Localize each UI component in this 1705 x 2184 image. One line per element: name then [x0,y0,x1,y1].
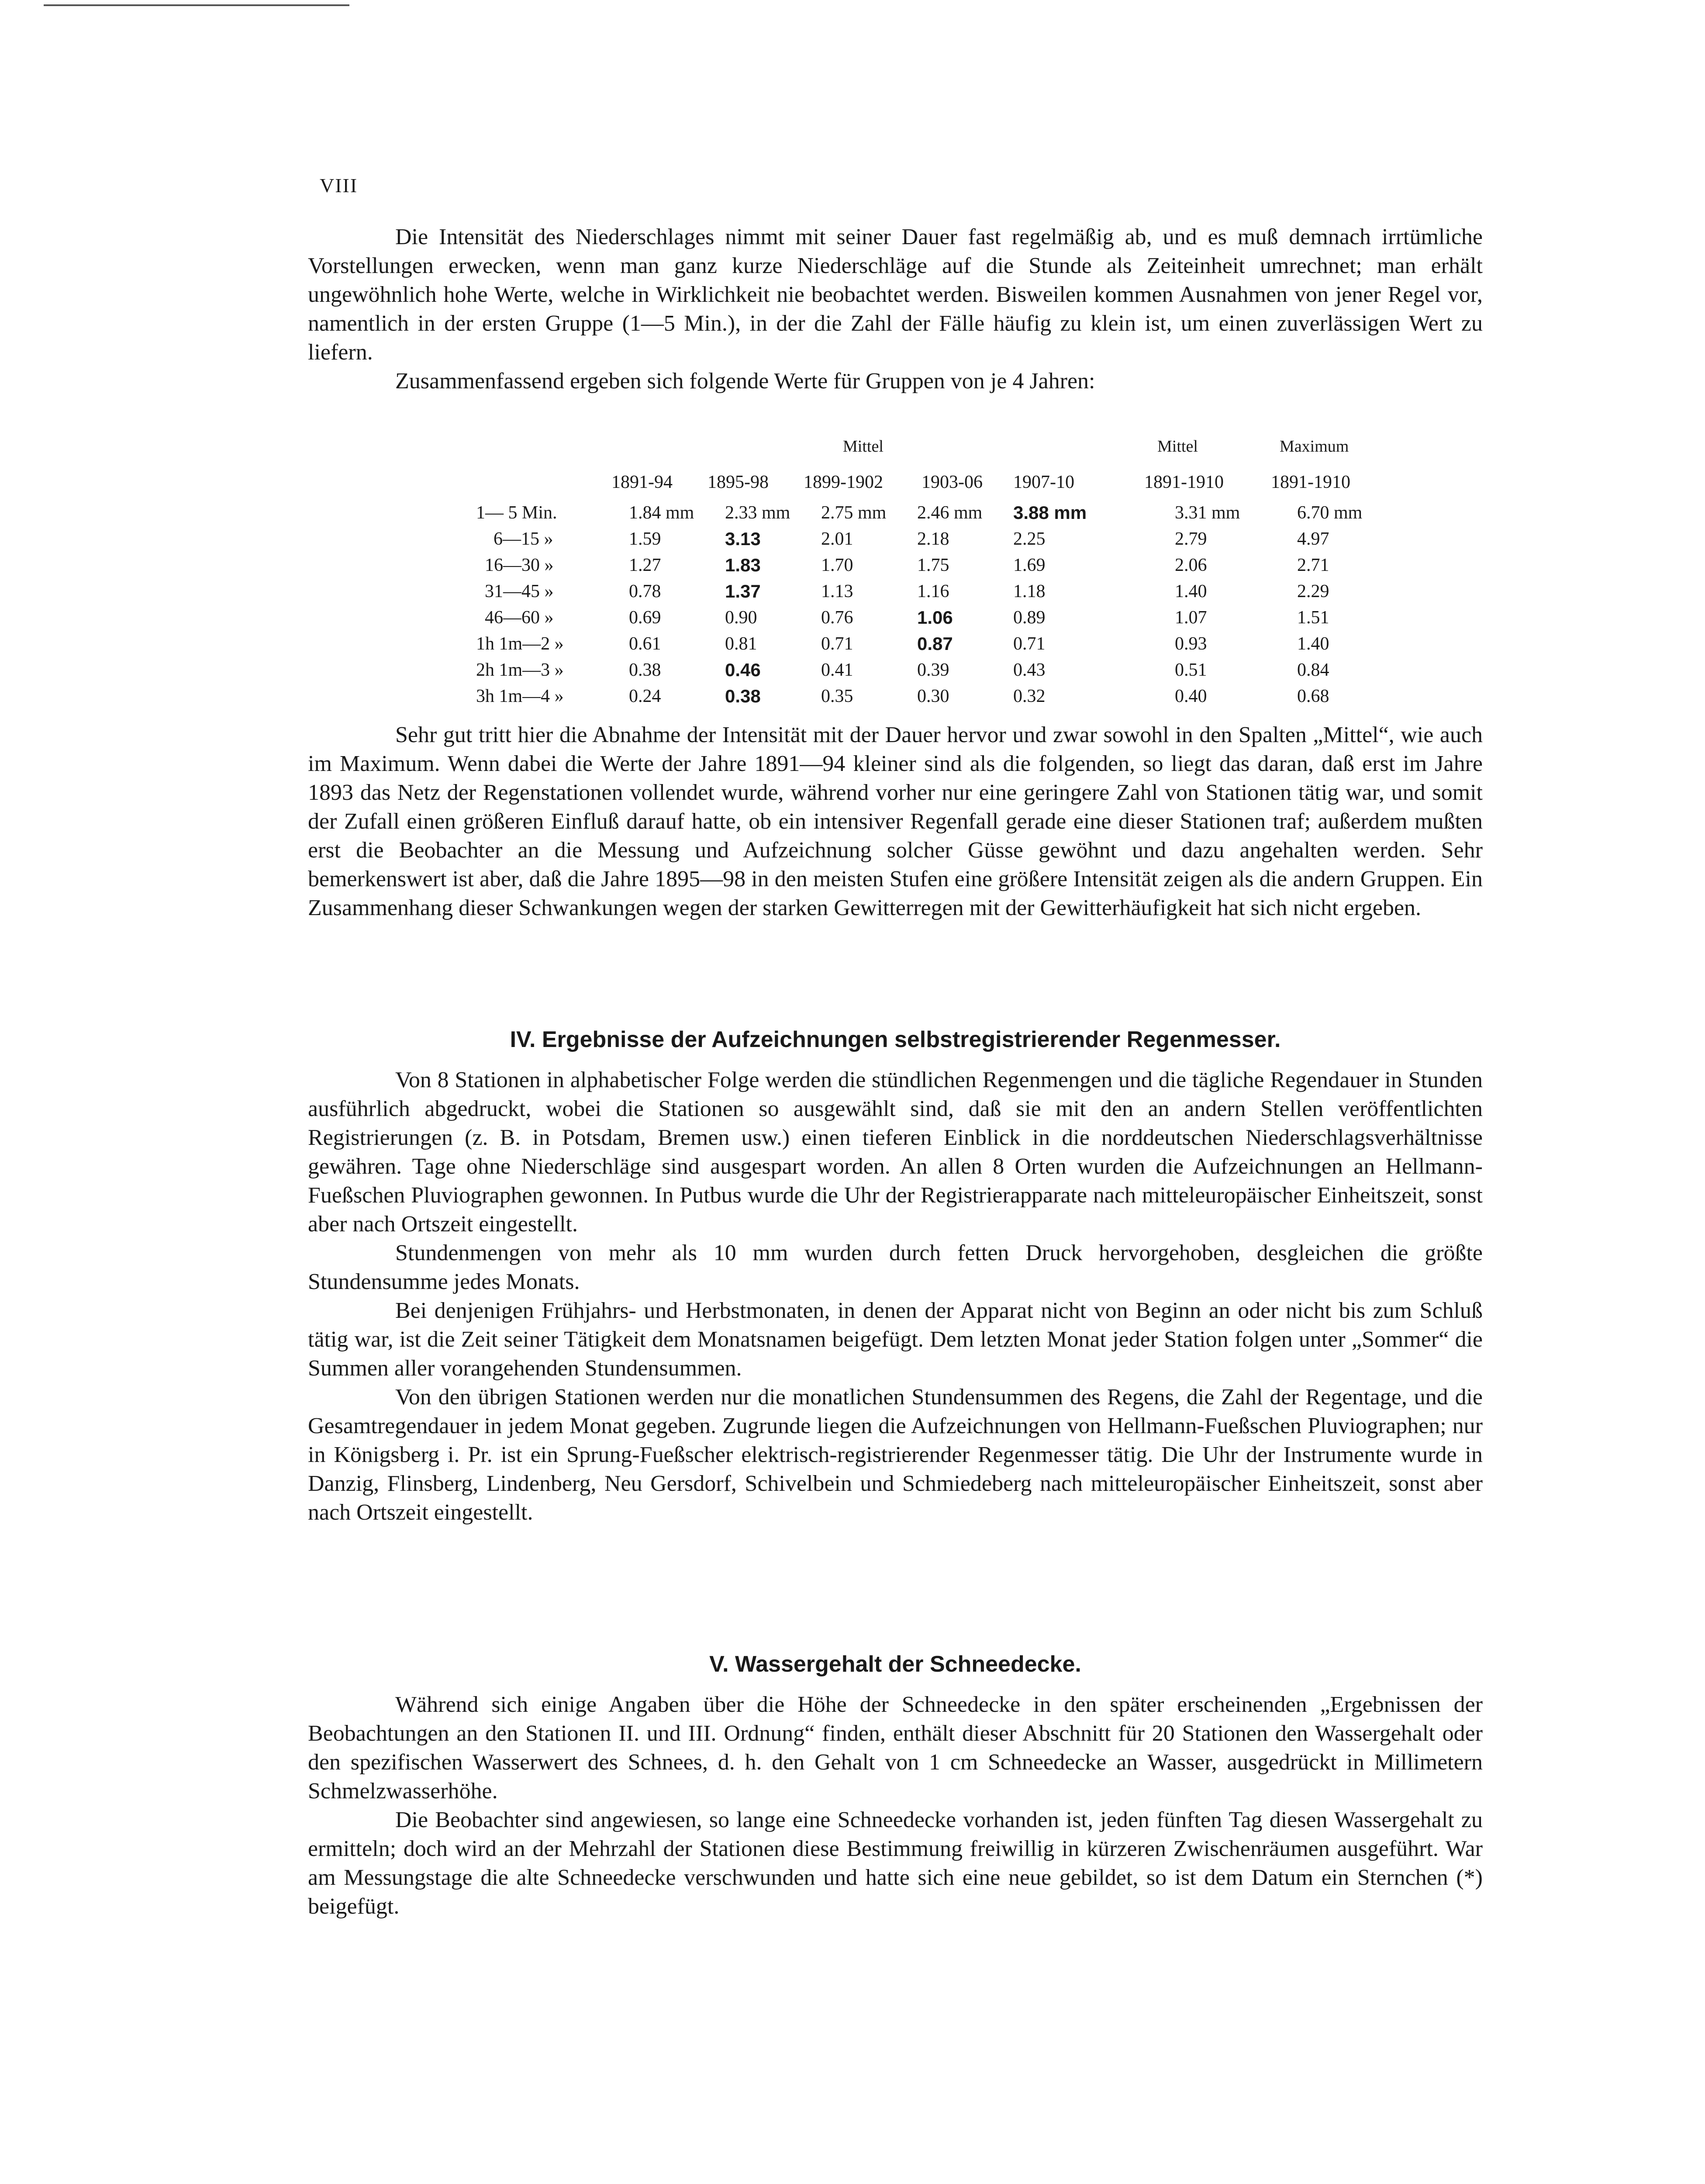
section-iv-paragraph-3: Bei denjenigen Frühjahrs- und Herbstmonaten, in denen der Apparat nicht von Beginn an oder nicht bis zum Schluß tätig war, ist die Zeit seiner Tätigkeit dem Monatsnamen beigefügt. Dem letzten Monat jeder Station folgen unter „Sommer“ die Summen aller vorangehenden Stundensummen. [308,1298,1483,1381]
table-cell: 6.70 mm [1297,503,1363,523]
table-cell: 0.69 [629,608,661,628]
table-cell: 1.27 [629,555,661,575]
table-cell: 0.51 [1175,660,1207,680]
table-cell: 2.25 [1013,529,1046,549]
table-cell: 0.87 [917,633,953,654]
table-cell: 1.51 [1297,608,1329,628]
table-cell: 0.35 [821,686,853,706]
section-v-heading: V. Wassergehalt der Schneedecke. [709,1652,1081,1677]
section-iv-block [308,1066,1483,1527]
section-iv-paragraph-4: Von den übrigen Stationen werden nur die monatlichen Stundensummen des Regens, die Zahl der Regentage, und die Gesamtregendauer in jedem Monat gegeben. Zugrunde liegen die Aufzeichnungen von Hellmann-Fueßschen Pluviographen; nur in Königsberg i. Pr. ist ein Sprung-Fueßscher elektrisch-registrierender Regenmesser tätig. Die Uhr der Instrumente wurde in Danzig, Flinsberg, Lindenberg, Neu Gersdorf, Schivelbein und Schmiedeberg nach mitteleuropäischer Einheitszeit, sonst aber nach Ortszeit eingestellt. [308,1385,1483,1525]
table-cell: 2.79 [1175,529,1207,549]
table-cell: 1.37 [725,581,761,601]
table-cell: 0.46 [725,660,761,680]
intro-paragraph-2: Zusammenfassend ergeben sich folgende Werte für Gruppen von je 4 Jahren: [395,369,1095,394]
table-cell: 2.01 [821,529,853,549]
table-cell: 1.06 [917,607,953,628]
table-cell: 0.76 [821,608,853,628]
table-cell: 1.16 [917,581,949,601]
section-v-paragraph-1: Während sich einige Angaben über die Höhe der Schneedecke in den später erscheinenden „Ergebnissen der Beobachtungen an den Stationen II. und III. Ordnung“ finden, enthält dieser Abschnitt für 20 Stationen den Wassergehalt oder den spezifischen Wasserwert des Schnees, d. h. den Gehalt von 1 cm Schneedecke an Wasser, ausgedrückt in Millimetern Schmelzwasserhöhe. [308,1692,1483,1804]
table-header-maximum: Maximum [1280,437,1349,456]
table-cell: 0.38 [629,660,661,680]
intro-paragraph-1: Die Intensität des Niederschlages nimmt mit seiner Dauer fast regelmäßig ab, und es muß demnach irrtümliche Vorstellungen erwecken, wenn man ganz kurze Niederschläge auf die Stunde als Zeiteinheit umrechnet; man erhält ungewöhnlich hohe Werte, welche in Wirklichkeit nie beobachtet werden. Bisweilen kommen Ausnahmen von jener Regel vor, namentlich in der ersten Gruppe (1—5 Min.), in der die Zahl der Fälle häufig zu klein ist, um einen zuverlässigen Wert zu liefern. [308,225,1483,365]
table-row-label: 1h 1m—2 » [476,634,564,654]
table-cell: 2.18 [917,529,949,549]
intensity-table [459,437,1419,716]
table-cell: 1.83 [725,555,761,575]
table-cell: 1.40 [1175,581,1207,601]
table-row-label: 31—45 » [485,581,554,601]
after-table-paragraph: Sehr gut tritt hier die Abnahme der Intensität mit der Dauer hervor und zwar sowohl in den Spalten „Mittel“, wie auch im Maximum. Wenn dabei die Werte der Jahre 1891—94 kleiner sind als die folgenden, so liegt das daran, daß erst im Jahre 1893 das Netz der Regenstationen vollendet wurde, während vorher nur eine geringere Zahl von Stationen tätig war, und somit der Zufall einen größeren Einfluß darauf hatte, ob ein intensiver Regenfall gerade eine dieser Stationen traf; außerdem mußten erst die Beobachter an die Messung und Aufzeichnung solcher Güsse gewöhnt und dazu angehalten werden. Sehr bemerkenswert ist aber, daß die Jahre 1895—98 in den meisten Stufen eine größere Intensität zeigen als die andern Gruppen. Ein Zusammenhang dieser Schwankungen wegen der starken Gewitterregen mit der Gewitterhäufigkeit hat sich nicht ergeben. [308,722,1483,920]
table-col-header: 1895-98 [708,472,769,492]
table-col-header: 1891-1910 [1144,472,1224,492]
table-cell: 0.32 [1013,686,1046,706]
table-cell: 0.39 [917,660,949,680]
table-cell: 1.18 [1013,581,1046,601]
table-row-label: 2h 1m—3 » [476,660,564,680]
after-table-block [308,721,1483,923]
table-cell: 2.71 [1297,555,1329,575]
table-row-label: 6—15 » [494,529,553,549]
section-v-paragraph-2: Die Beobachter sind angewiesen, so lange eine Schneedecke vorhanden ist, jeden fünften Tag diesen Wassergehalt zu ermitteln; doch wird an der Mehrzahl der Stationen diese Bestimmung freiwillig in kürzeren Zwischenräumen ausgeführt. War am Messungstage die alte Schneedecke verschwunden und hatte sich eine neue gebildet, so ist dem Datum ein Sternchen (*) beigefügt. [308,1807,1483,1919]
table-cell: 4.97 [1297,529,1329,549]
table-cell: 1.07 [1175,608,1207,628]
table-cell: 2.46 mm [917,503,983,523]
table-cell: 1.70 [821,555,853,575]
table-col-header: 1891-94 [611,472,673,492]
table-cell: 0.90 [725,608,757,628]
table-cell: 0.71 [1013,634,1046,654]
table-cell: 0.84 [1297,660,1329,680]
table-cell: 1.69 [1013,555,1046,575]
scan-artifact-line [44,4,349,6]
table-cell: 0.30 [917,686,949,706]
table-row-label: 3h 1m—4 » [476,686,564,706]
table-cell: 3.31 mm [1175,503,1240,523]
page-number: VIII [320,174,358,197]
table-row-label: 16—30 » [485,555,554,575]
section-iv-paragraph-1: Von 8 Stationen in alphabetischer Folge werden die stündlichen Regenmengen und die tägliche Regendauer in Stunden ausführlich abgedruckt, wobei die Stationen so ausgewählt sind, daß sie mit den an andern Stellen veröffentlichten Registrierungen (z. B. in Potsdam, Bremen usw.) einen tieferen Einblick in die norddeutschen Niederschlagsverhältnisse gewähren. Tage ohne Niederschläge sind ausgespart worden. An allen 8 Orten wurden die Aufzeichnungen an Hellmann-Fueßschen Pluviographen gewonnen. In Putbus wurde die Uhr der Registrierapparate nach mitteleuropäischer Einheitszeit, sonst aber nach Ortszeit eingestellt. [308,1068,1483,1237]
table-cell: 0.71 [821,634,853,654]
table-col-header: 1891-1910 [1271,472,1350,492]
table-cell: 0.24 [629,686,661,706]
table-col-header: 1903-06 [922,472,983,492]
table-cell: 0.78 [629,581,661,601]
table-row-label: 1— 5 Min. [476,503,557,523]
table-cell: 0.41 [821,660,853,680]
table-cell: 2.75 mm [821,503,887,523]
table-cell: 2.33 mm [725,503,790,523]
table-cell: 2.29 [1297,581,1329,601]
table-cell: 1.75 [917,555,949,575]
table-cell: 0.89 [1013,608,1046,628]
table-cell: 0.81 [725,634,757,654]
section-iv-paragraph-2: Stundenmengen von mehr als 10 mm wurden durch fetten Druck hervorgehoben, desgleichen die größte Stundensumme jedes Monats. [308,1241,1483,1294]
table-col-header: 1907-10 [1013,472,1074,492]
table-cell: 0.38 [725,686,761,706]
table-header-mittel-right: Mittel [1157,437,1198,456]
table-cell: 0.93 [1175,634,1207,654]
table-cell: 3.13 [725,529,761,549]
intro-block [308,223,1483,396]
section-iv-heading: IV. Ergebnisse der Aufzeichnungen selbstregistrierender Regenmesser. [510,1027,1281,1052]
table-cell: 2.06 [1175,555,1207,575]
table-cell: 0.40 [1175,686,1207,706]
table-cell: 3.88 mm [1013,502,1087,523]
table-cell: 1.40 [1297,634,1329,654]
table-col-header: 1899-1902 [804,472,883,492]
table-cell: 1.13 [821,581,853,601]
table-cell: 0.68 [1297,686,1329,706]
table-cell: 0.61 [629,634,661,654]
table-header-mittel: Mittel [843,437,884,456]
table-row-label: 46—60 » [485,608,554,628]
section-v-block [308,1690,1483,1921]
table-cell: 1.59 [629,529,661,549]
table-cell: 1.84 mm [629,503,694,523]
table-cell: 0.43 [1013,660,1046,680]
